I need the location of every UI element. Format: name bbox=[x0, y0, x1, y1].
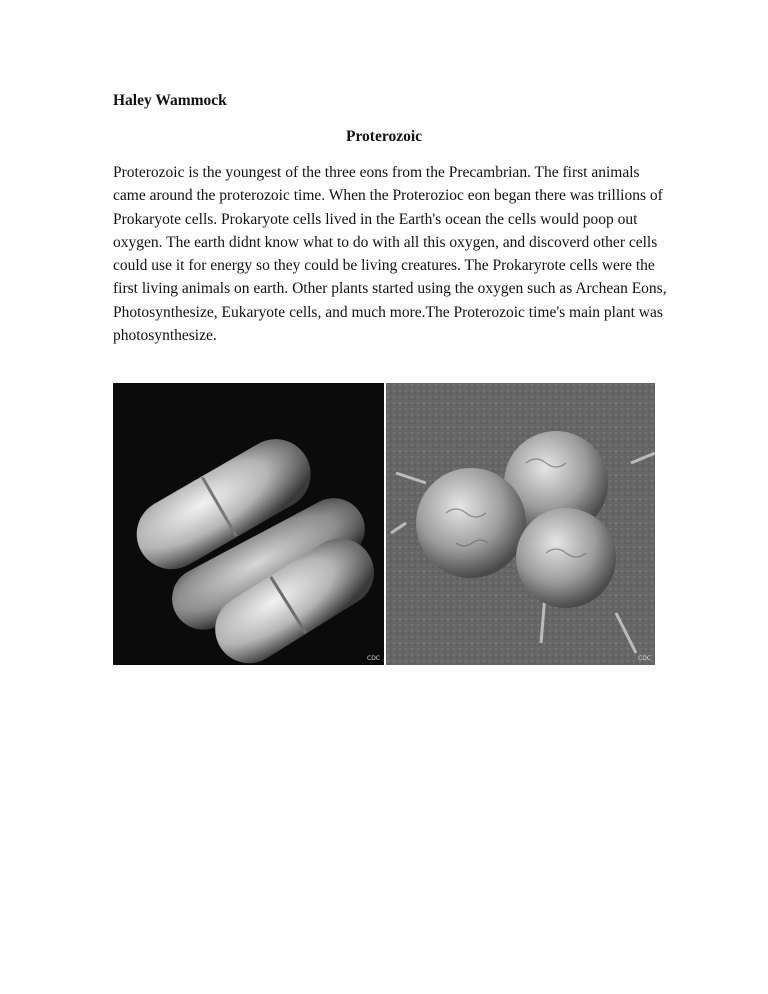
image-credit: CDC bbox=[367, 655, 380, 662]
bacteria-micrograph bbox=[113, 383, 384, 665]
author-name: Haley Wammock bbox=[113, 92, 227, 109]
body-paragraph: Proterozoic is the youngest of the three eons from the Precambrian. The first animals came around the proterozoic time. When the Proterozioc eon began there was trillions of Prokaryote cells. Prokaryote cells lived in the Earth's ocean the cells would poop out oxygen. The earth didnt know what to do with all this oxygen, and discoverd other cells could use it for energy so they could be living creatures. The Prokaryrote cells were the first living animals on earth. Other plants started using the oxygen such as Archean Eons, Photosynthesize, Eukaryote cells, and much more.The Proterozoic time's main plant was photosynthesize. bbox=[113, 164, 667, 345]
document-title: Proterozoic bbox=[345, 128, 423, 145]
image-credit: CDC bbox=[638, 655, 651, 662]
cell-cluster-micrograph bbox=[386, 383, 655, 665]
